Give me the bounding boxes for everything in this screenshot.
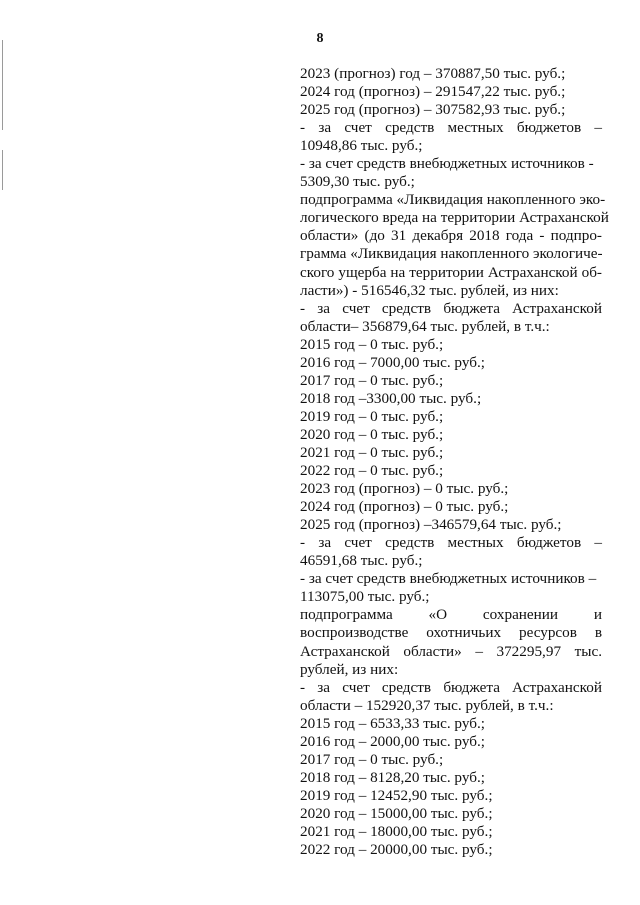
text-line: 2022 год – 0 тыс. руб.;	[300, 462, 444, 480]
scan-margin-mark	[2, 40, 3, 130]
text-line: 2019 год – 0 тыс. руб.;	[300, 407, 444, 425]
text-line: области– 356879,64 тыс. рублей, в т.ч.:	[300, 317, 550, 335]
text-line: 2015 год – 0 тыс. руб.;	[300, 335, 444, 353]
text-line: 46591,68 тыс. руб.;	[300, 552, 423, 570]
text-line: 2018 год – 8128,20 тыс. руб.;	[300, 768, 485, 786]
text-line: 2015 год – 6533,33 тыс. руб.;	[300, 714, 485, 732]
text-line: - за счет средств бюджета Астраханской	[300, 299, 602, 317]
text-line: грамма «Ликвидация накопленного экологиче-	[300, 245, 603, 263]
text-line: 2025 год (прогноз) – 307582,93 тыс. руб.;	[300, 101, 566, 119]
text-line: 2023 (прогноз) год – 370887,50 тыс. руб.;	[300, 65, 566, 82]
text-line: 2025 год (прогноз) –346579,64 тыс. руб.;	[300, 516, 562, 534]
text-line: - за счет средств местных бюджетов –	[300, 534, 602, 552]
text-line: рублей, из них:	[300, 660, 399, 678]
text-line: ласти») - 516546,32 тыс. рублей, из них:	[300, 281, 559, 299]
text-line: 2020 год – 0 тыс. руб.;	[300, 425, 444, 443]
text-line: 5309,30 тыс. руб.;	[300, 173, 415, 191]
text-line: - за счет средств внебюджетных источников –	[300, 570, 597, 588]
text-line: 2024 год (прогноз) – 291547,22 тыс. руб.;	[300, 83, 566, 101]
text-line: 2016 год – 2000,00 тыс. руб.;	[300, 732, 485, 750]
text-line: 2018 год –3300,00 тыс. руб.;	[300, 389, 482, 407]
text-line: области – 152920,37 тыс. рублей, в т.ч.:	[300, 696, 554, 714]
scan-margin-mark	[2, 150, 3, 190]
text-line: 113075,00 тыс. руб.;	[300, 588, 430, 606]
text-line: 2022 год – 20000,00 тыс. руб.;	[300, 841, 493, 859]
text-line: логического вреда на территории Астраханской	[300, 209, 609, 227]
text-line: 2017 год – 0 тыс. руб.;	[300, 371, 444, 389]
text-line: 2016 год – 7000,00 тыс. руб.;	[300, 353, 485, 371]
page-number: 8	[316, 31, 324, 46]
text-line: 2021 год – 18000,00 тыс. руб.;	[300, 822, 493, 840]
text-line: подпрограмма «Ликвидация накопленного эко-	[300, 191, 606, 209]
text-line: - за счет средств местных бюджетов –	[300, 119, 602, 137]
text-line: области» (до 31 декабря 2018 года - подпро-	[300, 227, 602, 245]
text-line: - за счет средств бюджета Астраханской	[300, 678, 602, 696]
text-line: 2019 год – 12452,90 тыс. руб.;	[300, 786, 493, 804]
text-line: ского ущерба на территории Астраханской об-	[300, 263, 602, 281]
text-line: воспроизводстве охотничьих ресурсов в	[300, 624, 602, 642]
text-line: - за счет средств внебюджетных источников -	[300, 155, 594, 173]
text-line: 2020 год – 15000,00 тыс. руб.;	[300, 804, 493, 822]
text-line: 2023 год (прогноз) – 0 тыс. руб.;	[300, 480, 509, 498]
text-line: подпрограмма «О сохранении и	[300, 606, 602, 624]
text-line: 2021 год – 0 тыс. руб.;	[300, 443, 444, 461]
text-line: 2024 год (прогноз) – 0 тыс. руб.;	[300, 498, 509, 516]
text-line: 10948,86 тыс. руб.;	[300, 137, 423, 155]
text-line: 2017 год – 0 тыс. руб.;	[300, 750, 444, 768]
text-line: Астраханской области» – 372295,97 тыс.	[300, 642, 602, 660]
document-body	[300, 65, 609, 859]
